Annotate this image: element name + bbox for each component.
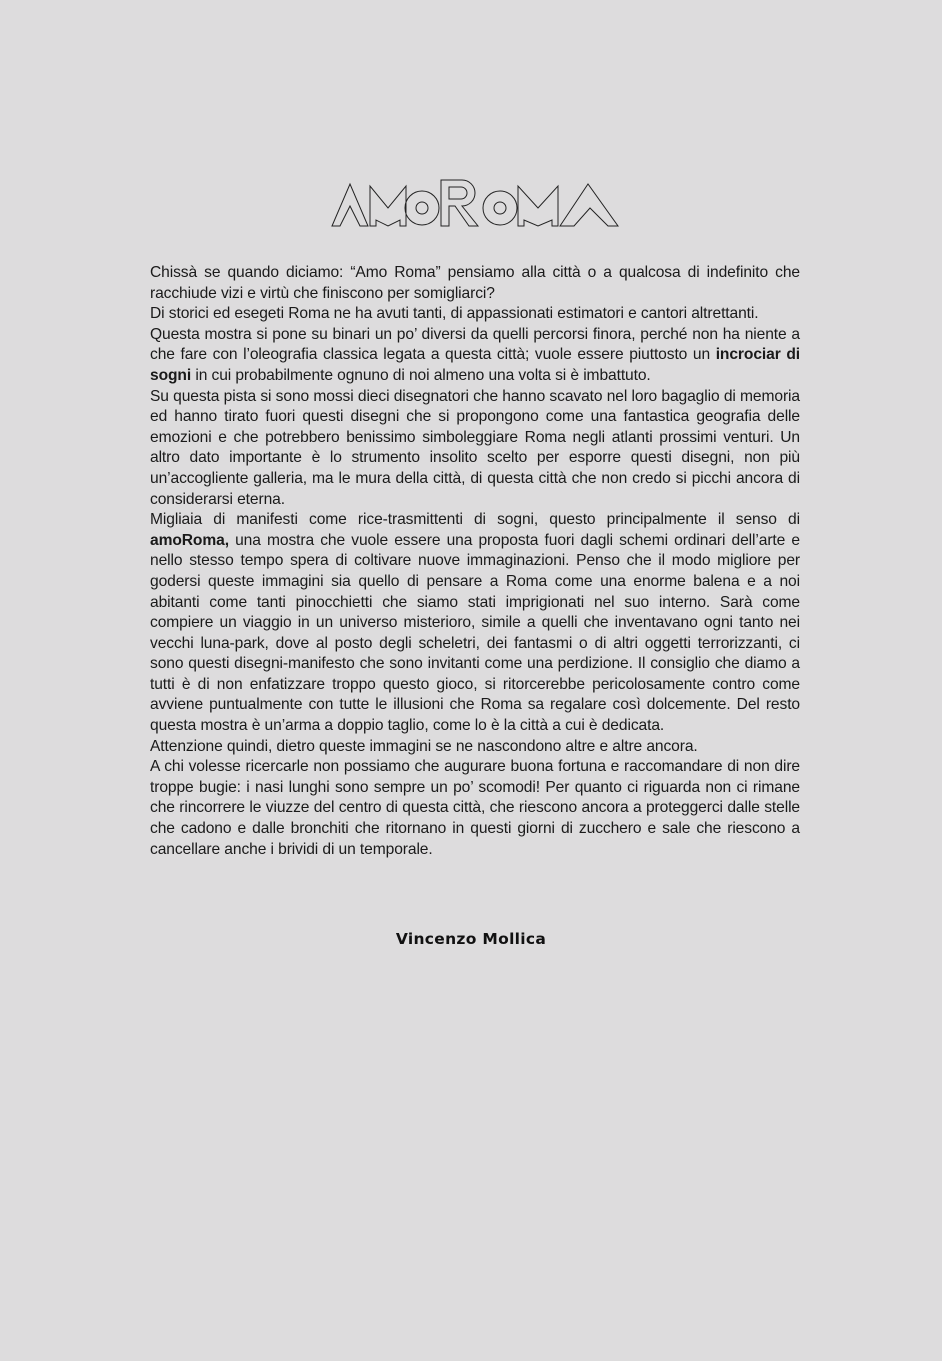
paragraph: Attenzione quindi, dietro queste immagini se ne nascondono altre e altre ancora. [150,737,698,755]
emphasis: incrociar di sogni [150,346,800,384]
emphasis: amoRoma, [150,531,229,549]
paragraph: Chissà se quando diciamo: “Amo Roma” pensiamo alla città o a qualcosa di indefinito che racchiude vizi e virtù che finiscono per somigliarci? [150,264,800,302]
paragraph: Questa mostra si pone su binari un po’ diversi da quelli percorsi finora, perché non ha niente a che fare con l’oleografia classica legata a questa città; vuole essere piuttosto un incrociar di sogni in cui probabilmente ognuno di noi almeno una volta si è imbattuto. [150,325,800,384]
author-signature: Vincenzo Mollica [395,930,547,948]
paragraph: Su questa pista si sono mossi dieci disegnatori che hanno scavato nel loro bagaglio di memoria ed hanno tirato fuori questi disegni che si propongono come una fantastica geografia delle emozioni e che potrebbero benissimo simboleggiare Roma negli atlanti prossimi venturi. Un altro dato importante è lo strumento insolito scelto per esporre questi disegni, non più un’accogliente galleria, ma le mura della città, di questa città che non credo si picchi ancora di considerarsi eterna. [150,387,800,508]
paragraph: A chi volesse ricercarle non possiamo che augurare buona fortuna e raccomandare di non dire troppe bugie: i nasi lunghi sono sempre un po’ scomodi! Per quanto ci riguarda non ci rimane che rincorrere le viuzze del centro di questa città, che riescono ancora a proteggerci dalle stelle che cadono e dalle bronchiti che ritornano in questi giorni di zucchero e sale che riescono a cancellare anche i brividi di un temporale. [150,758,800,858]
amoroma-logo [330,178,620,228]
paragraph: Migliaia di manifesti come rice-trasmittenti di sogni, questo principalmente il senso di amoRoma, una mostra che vuole essere una proposta fuori dagli schemi ordinari dell’arte e nello stesso tempo spera di coltivare nuove immaginazioni. Penso che il modo migliore per godersi queste immagini sia quello di pensare a Roma come una enorme balena e a noi abitanti come tanti pinocchietti che siamo stati imprigionati nel suo interno. Sarà come compiere un viaggio in un universo misterioro, simile a quelli che inventavano ogni tanto nei vecchi luna-park, dove al posto degli scheletri, dei fantasmi o di altri oggetti terrorizzanti, ci sono questi disegni-manifesto che sono invitanti come una perdizione. Il consiglio che diamo a tutti è di non enfatizzare troppo questo gioco, si ritorcerebbe pericolosamente contro come avviene puntualmente con tutte le illusioni che Roma sa regalare così dolcemente. Del resto questa mostra è un’arma a doppio taglio, come lo è la città a cui è dedicata. [150,511,800,735]
essay-body [150,263,800,860]
paragraph: Di storici ed esegeti Roma ne ha avuti tanti, di appassionati estimatori e cantori altrettanti. [150,305,759,323]
